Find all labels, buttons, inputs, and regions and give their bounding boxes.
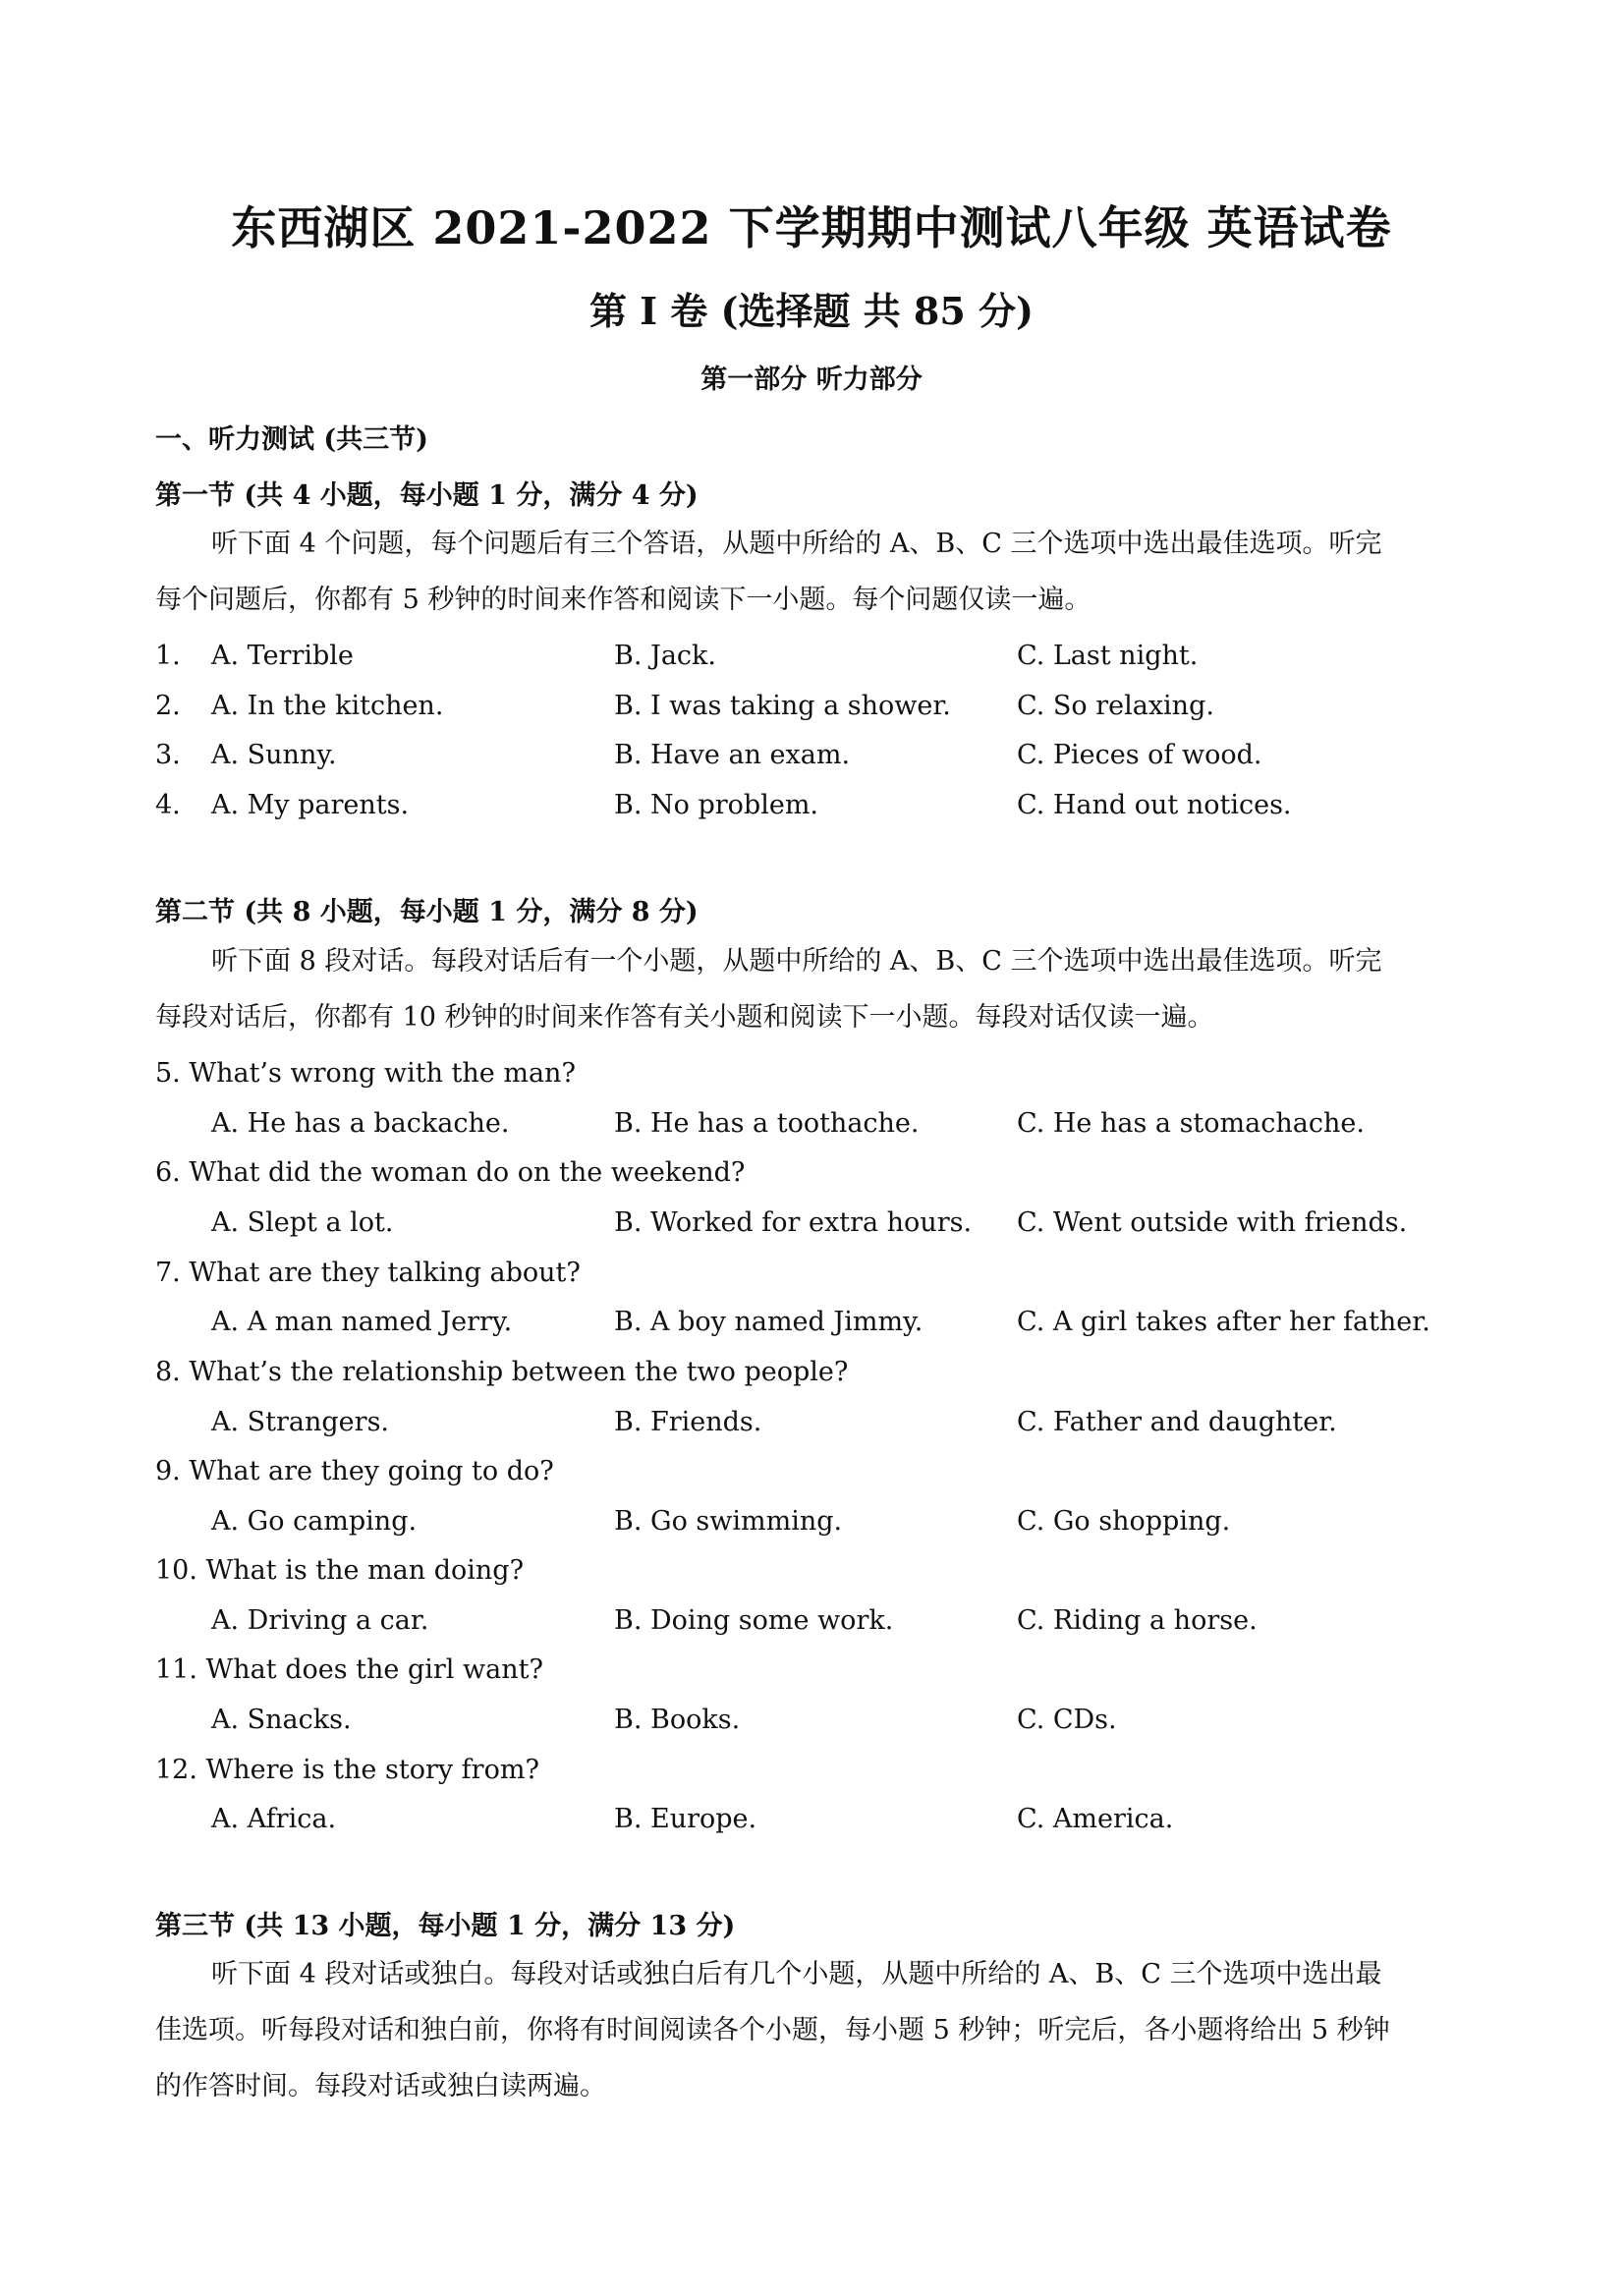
option-a: A. My parents. (211, 790, 410, 820)
page-title: 东西湖区 2021-2022 下学期期中测试八年级 英语试卷 (231, 201, 1392, 254)
option-b: B. Worked for extra hours. (614, 1207, 973, 1238)
option-c: C. A girl takes after her father. (1017, 1307, 1430, 1337)
option-b: B. A boy named Jimmy. (614, 1307, 923, 1337)
option-b: B. Europe. (614, 1804, 757, 1834)
option-a: A. Go camping. (211, 1506, 418, 1537)
option-a: A. Driving a car. (211, 1605, 429, 1636)
item-number: 4. (155, 790, 181, 820)
item-number: 3. (155, 740, 181, 770)
option-c: C. Pieces of wood. (1017, 740, 1262, 770)
section1-instructions-line2: 每个问题后，你都有 5 秒钟的时间来作答和阅读下一小题。每个问题仅读一遍。 (155, 585, 1091, 615)
question: 6. What did the woman do on the weekend? (155, 1157, 746, 1188)
section2-instructions-line1: 听下面 8 段对话。每段对话后有一个小题，从题中所给的 A、B、C 三个选项中选出最佳选项。听完 (211, 946, 1382, 977)
question: 5. What’s wrong with the man? (155, 1058, 576, 1089)
question: 11. What does the girl want? (155, 1654, 543, 1685)
question: 12. Where is the story from? (155, 1755, 539, 1785)
option-c: C. Riding a horse. (1017, 1605, 1258, 1636)
option-c: C. He has a stomachache. (1017, 1108, 1365, 1139)
item-number: 2. (155, 691, 181, 721)
option-c: C. Father and daughter. (1017, 1407, 1337, 1437)
section3-heading: 第三节 (共 13 小题，每小题 1 分，满分 13 分) (155, 1911, 736, 1941)
section3-instructions-line3: 的作答时间。每段对话或独白读两遍。 (155, 2071, 606, 2101)
option-a: A. Slept a lot. (211, 1207, 394, 1238)
option-b: B. Doing some work. (614, 1605, 894, 1636)
option-c: C. Hand out notices. (1017, 790, 1292, 820)
item-number: 1. (155, 641, 181, 671)
section3-instructions-line2: 佳选项。听每段对话和独白前，你将有时间阅读各个小题，每小题 5 秒钟；听完后，各小题将给出 5 秒钟 (155, 2015, 1390, 2045)
option-c: C. Go shopping. (1017, 1506, 1231, 1537)
option-b: B. Books. (614, 1705, 741, 1735)
option-a: A. Snacks. (211, 1705, 352, 1735)
option-b: B. No problem. (614, 790, 818, 820)
question: 8. What’s the relationship between the two people? (155, 1357, 849, 1387)
option-b: B. Friends. (614, 1407, 762, 1437)
option-b: B. I was taking a shower. (614, 691, 951, 721)
question: 10. What is the man doing? (155, 1555, 525, 1586)
section-main-heading: 一、听力测试 (共三节) (155, 424, 428, 455)
option-a: A. Terrible (211, 641, 354, 671)
question: 9. What are they going to do? (155, 1456, 554, 1486)
option-a: A. He has a backache. (211, 1108, 510, 1139)
option-b: B. Go swimming. (614, 1506, 843, 1537)
option-a: A. Strangers. (211, 1407, 390, 1437)
option-a: A. A man named Jerry. (211, 1307, 513, 1337)
option-b: B. Have an exam. (614, 740, 851, 770)
section2-instructions-line2: 每段对话后，你都有 10 秒钟的时间来作答有关小题和阅读下一小题。每段对话仅读一遍。 (155, 1002, 1214, 1033)
question: 7. What are they talking about? (155, 1258, 581, 1288)
option-b: B. Jack. (614, 641, 716, 671)
option-b: B. He has a toothache. (614, 1108, 920, 1139)
option-a: A. Sunny. (211, 740, 337, 770)
section3-instructions-line1: 听下面 4 段对话或独白。每段对话或独白后有几个小题，从题中所给的 A、B、C 三个选项中选出最 (211, 1959, 1382, 1989)
option-a: A. Africa. (211, 1804, 337, 1834)
option-c: C. CDs. (1017, 1705, 1117, 1735)
option-a: A. In the kitchen. (211, 691, 444, 721)
part-title: 第一部分 听力部分 (700, 364, 923, 395)
option-c: C. Last night. (1017, 641, 1199, 671)
section1-heading: 第一节 (共 4 小题，每小题 1 分，满分 4 分) (155, 480, 699, 511)
section1-instructions-line1: 听下面 4 个问题，每个问题后有三个答语，从题中所给的 A、B、C 三个选项中选出最佳选项。听完 (211, 529, 1382, 559)
volume-subtitle: 第 I 卷 (选择题 共 85 分) (589, 289, 1034, 333)
option-c: C. America. (1017, 1804, 1174, 1834)
option-c: C. Went outside with friends. (1017, 1207, 1408, 1238)
option-c: C. So relaxing. (1017, 691, 1214, 721)
section2-heading: 第二节 (共 8 小题，每小题 1 分，满分 8 分) (155, 897, 699, 927)
